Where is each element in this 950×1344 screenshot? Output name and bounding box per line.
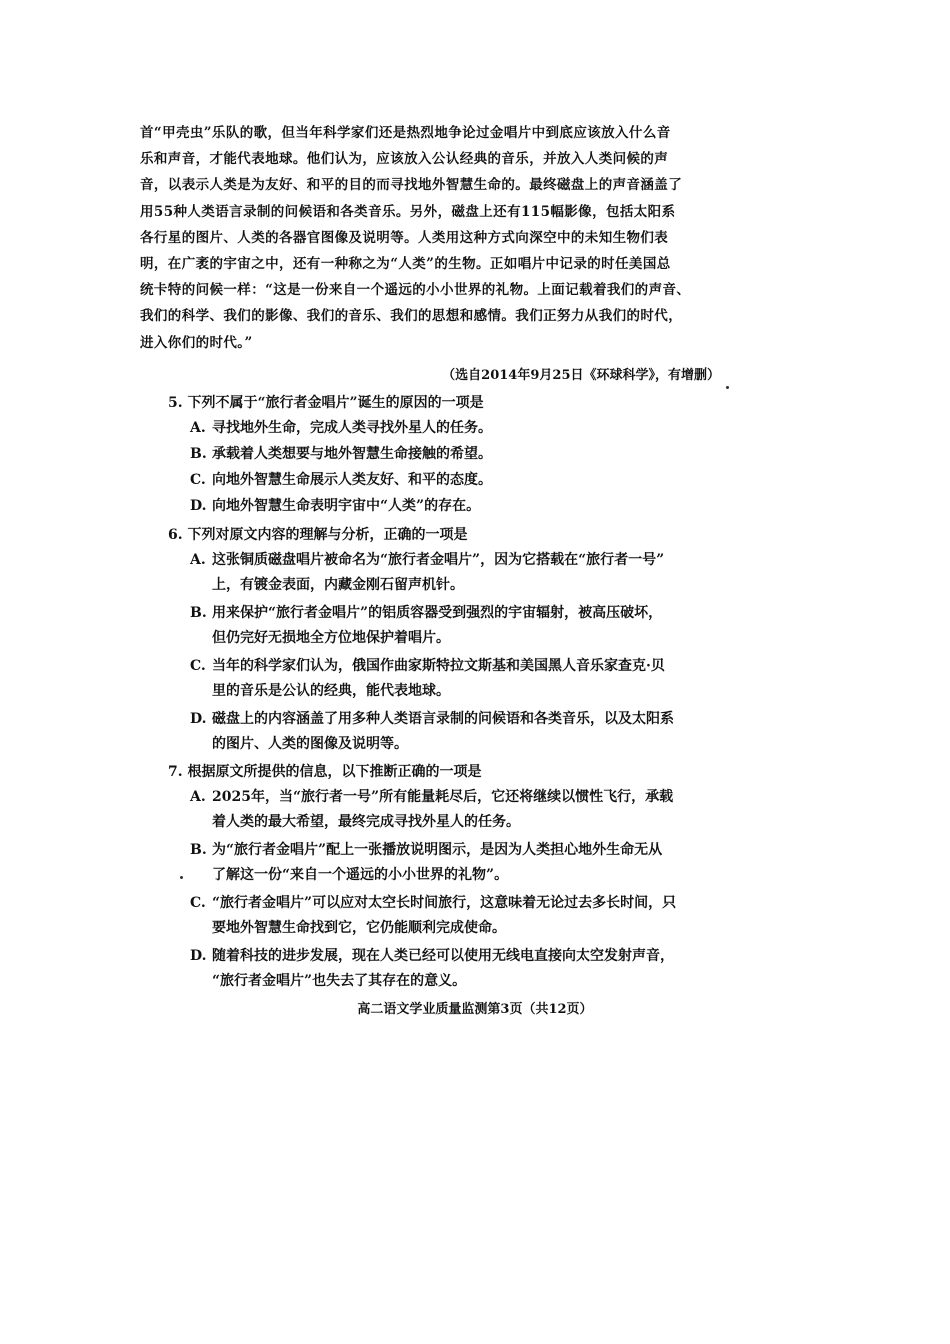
- option-text: 但仍完好无损地全方位地保护着唱片。: [212, 630, 450, 646]
- question-stem: 7. 根据原文所提供的信息，以下推断正确的一项是: [168, 764, 482, 780]
- option-letter: C.: [190, 658, 206, 674]
- answer-option: [190, 442, 720, 467]
- answer-option: [190, 785, 720, 835]
- option-first-line: [190, 468, 720, 493]
- option-continuation-line: [190, 679, 720, 704]
- option-first-line: [190, 785, 720, 810]
- option-text: “旅行者金唱片”可以应对太空长时间旅行，这意味着无论过去多长时间，只: [212, 895, 677, 911]
- passage-source: （选自2014年9月25日《环球科学》，有增删）: [442, 368, 720, 383]
- scan-speck: [726, 386, 729, 389]
- option-letter: C.: [190, 472, 206, 488]
- answer-option: [190, 654, 720, 704]
- option-letter: D.: [190, 948, 207, 964]
- option-text: 随着科技的进步发展，现在人类已经可以使用无线电直接向太空发射声音，: [212, 948, 674, 964]
- option-continuation-line: [190, 969, 720, 994]
- option-text: 向地外智慧生命展示人类友好、和平的态度。: [212, 472, 492, 488]
- option-text: 向地外智慧生命表明宇宙中“人类”的存在。: [212, 498, 481, 514]
- option-first-line: [190, 891, 720, 916]
- passage-line: 用55种人类语言录制的问候语和各类音乐。另外，磁盘上还有115幅影像，包括太阳系: [140, 203, 676, 220]
- option-text: 了解这一份“来自一个遥远的小小世界的礼物”。: [212, 867, 509, 883]
- option-text: “旅行者金唱片”也失去了其存在的意义。: [212, 973, 467, 989]
- option-text: 磁盘上的内容涵盖了用多种人类语言录制的问候语和各类音乐，以及太阳系: [212, 711, 674, 727]
- scan-speck: [180, 876, 183, 879]
- answer-option: [190, 891, 720, 941]
- option-letter: B.: [190, 605, 207, 621]
- passage-line: 进入你们的时代。”: [140, 334, 253, 351]
- option-first-line: [190, 548, 720, 573]
- option-continuation-line: [190, 626, 720, 651]
- option-letter: A.: [190, 420, 206, 436]
- option-text: 用来保护“旅行者金唱片”的铝质容器受到强烈的宇宙辐射，被高压破坏，: [212, 605, 663, 621]
- option-text: 要地外智慧生命找到它，它仍能顺利完成使命。: [212, 920, 506, 936]
- option-letter: A.: [190, 552, 206, 568]
- page-footer: 高二语文学业质量监测第3页（共12页）: [357, 1002, 593, 1017]
- passage-line: 首“甲壳虫”乐队的歌，但当年科学家们还是热烈地争论过金唱片中到底应该放入什么音: [140, 125, 671, 141]
- passage-line: 乐和声音，才能代表地球。他们认为，应该放入公认经典的音乐，并放入人类问候的声: [140, 151, 669, 168]
- option-first-line: [190, 944, 720, 969]
- option-letter: B.: [190, 842, 207, 858]
- answer-option: [190, 838, 720, 888]
- question-stem: 6. 下列对原文内容的理解与分析，正确的一项是: [168, 527, 468, 543]
- option-first-line: [190, 838, 720, 863]
- option-text: 上，有镀金表面，内藏金刚石留声机针。: [212, 577, 464, 593]
- option-letter: D.: [190, 711, 207, 727]
- passage-text: [140, 120, 720, 356]
- option-text: 为“旅行者金唱片”配上一张播放说明图示，是因为人类担心地外生命无从: [212, 842, 663, 858]
- option-text: 里的音乐是公认的经典，能代表地球。: [212, 683, 450, 699]
- option-first-line: [190, 494, 720, 519]
- option-text: 的图片、人类的图像及说明等。: [212, 736, 408, 752]
- answer-option: [190, 707, 720, 757]
- answer-option: [190, 944, 720, 994]
- option-letter: B.: [190, 446, 207, 462]
- option-continuation-line: [190, 732, 720, 757]
- option-text: 当年的科学家们认为，俄国作曲家斯特拉文斯基和美国黑人音乐家查克·贝: [212, 658, 665, 674]
- option-letter: A.: [190, 789, 206, 805]
- option-first-line: [190, 601, 720, 626]
- option-first-line: [190, 707, 720, 732]
- passage-line: 明，在广袤的宇宙之中，还有一种称之为“人类”的生物。正如唱片中记录的时任美国总: [140, 256, 671, 273]
- option-first-line: [190, 654, 720, 679]
- option-continuation-line: [190, 573, 720, 598]
- option-text: 寻找地外生命，完成人类寻找外星人的任务。: [212, 420, 492, 436]
- passage-line: 音，以表示人类是为友好、和平的目的而寻找地外智慧生命的。最终磁盘上的声音涵盖了: [140, 177, 683, 194]
- option-continuation-line: [190, 810, 720, 835]
- answer-option: [190, 468, 720, 493]
- option-first-line: [190, 442, 720, 467]
- passage-line: 各行星的图片、人类的各器官图像及说明等。人类用这种方式向深空中的未知生物们表: [140, 229, 669, 246]
- answer-option: [190, 601, 720, 651]
- answer-option: [190, 494, 720, 519]
- option-text: 这张铜质磁盘唱片被命名为“旅行者金唱片”，因为它搭载在“旅行者一号”: [212, 552, 665, 568]
- option-continuation-line: [190, 916, 720, 941]
- option-continuation-line: [190, 863, 720, 888]
- option-letter: C.: [190, 895, 206, 911]
- answer-option: [190, 548, 720, 598]
- option-first-line: [190, 416, 720, 441]
- passage-line: 我们的科学、我们的影像、我们的音乐、我们的思想和感情。我们正努力从我们的时代，: [140, 308, 683, 325]
- option-text: 承载着人类想要与地外智慧生命接触的希望。: [212, 446, 492, 462]
- question-stem: 5. 下列不属于“旅行者金唱片”诞生的原因的一项是: [168, 395, 484, 411]
- option-letter: D.: [190, 498, 207, 514]
- passage-line: 统卡特的问候一样：“这是一份来自一个遥远的小小世界的礼物。上面记载着我们的声音、: [140, 282, 691, 299]
- option-text: 着人类的最大希望，最终完成寻找外星人的任务。: [212, 814, 520, 830]
- option-text: 2025年，当“旅行者一号”所有能量耗尽后，它还将继续以惯性飞行，承载: [212, 789, 674, 805]
- answer-option: [190, 416, 720, 441]
